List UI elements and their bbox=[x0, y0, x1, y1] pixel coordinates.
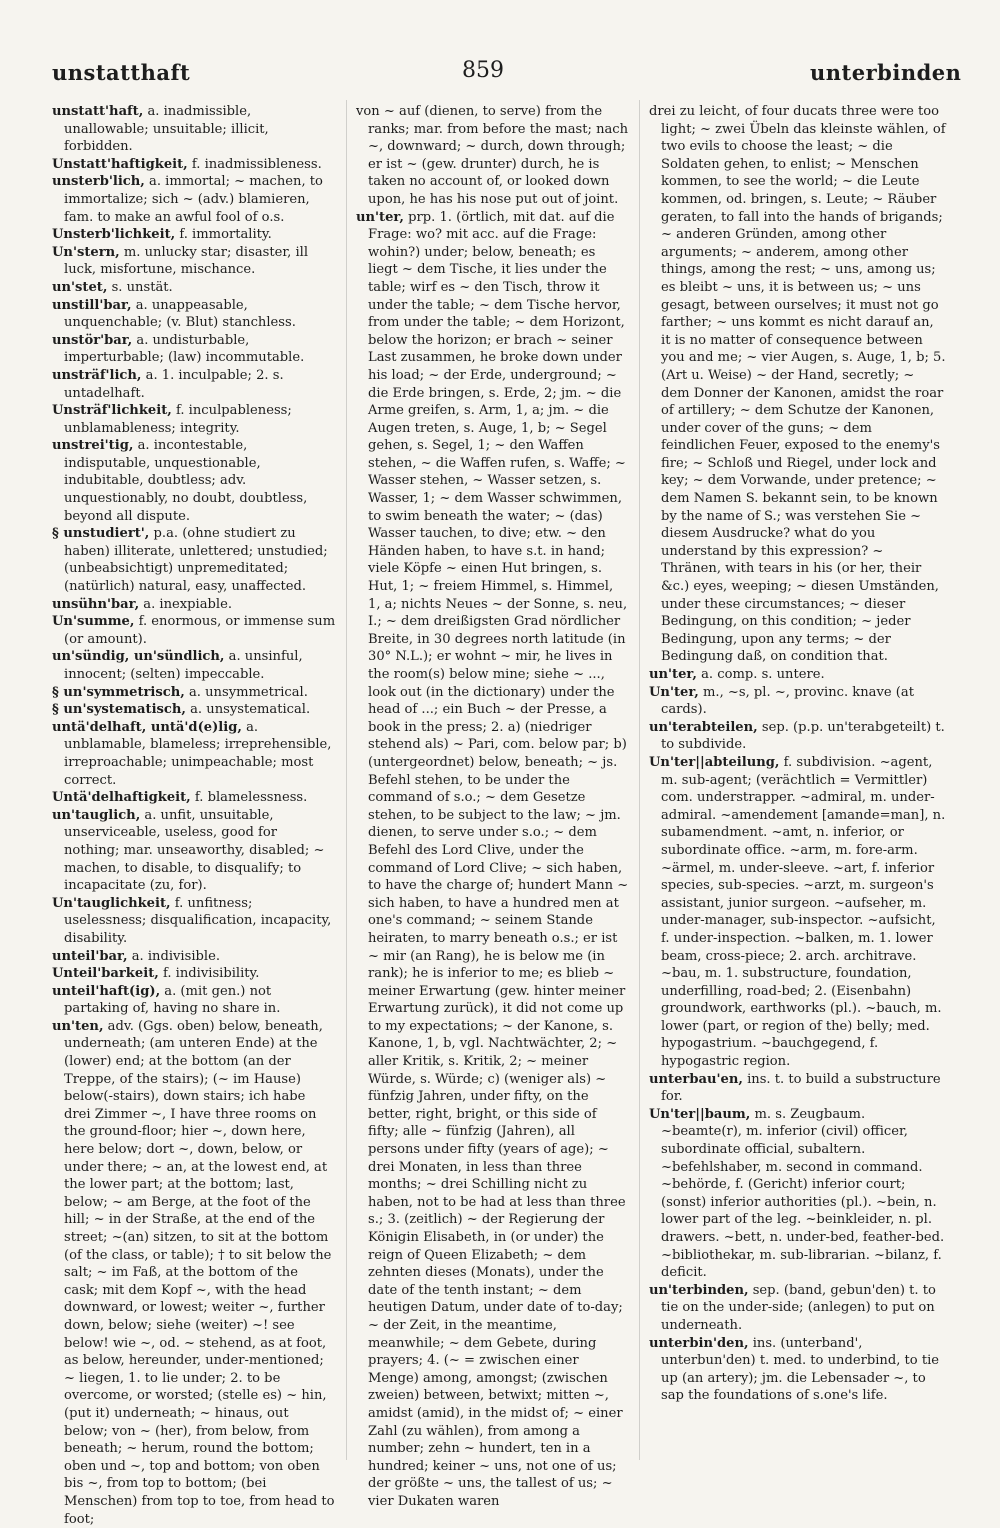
dictionary-entry bbox=[52, 701, 336, 719]
entry-definition: sep. (p.p. un'terabgeteilt) t. to subdivide. bbox=[661, 719, 945, 753]
entry-headword: § un'systematisch, bbox=[52, 702, 186, 718]
dictionary-entry bbox=[52, 402, 336, 437]
entry-definition: drei zu leicht, of four ducats three were too light; ~ zwei Übeln das kleinste wählen, of two evils to choose the least; ~ die Soldaten gehen, to enlist; ~ Menschen kommen, to see the world; ~ die Leute kommen, od. bringen, s. Leute; ~ Räuber geraten, to fall into the hands of brigands; ~ anderen Gründen, among other arguments; ~ anderem, among other things, among the rest; ~ uns, among us; es bleibt ~ uns, it is between us; ~ uns gesagt, between ourselves; it must not go farther; ~ uns kommt es nicht darauf an, it is no matter of consequence between you and me; ~ vier Augen, s. Auge, 1, b; 5. (Art u. Weise) ~ der Hand, secretly; ~ dem Donner der Kanonen, amidst the roar of artillery; ~ dem Schutze der Kanonen, under cover of the guns; ~ dem feindlichen Feuer, exposed to the enemy's fire; ~ Schloß und Riegel, under lock and key; ~ dem Vorwande, under pretence; ~ dem Namen S. bekannt sein, to be known by the name of S.; was verstehen Sie ~ diesem Ausdrucke? what do you understand by this expression? ~ Thränen, with tears in his (or her, their &c.) eyes, weeping; ~ diesen Umständen, under these circumstances; ~ dieser Bedingung, on this condition; ~ jeder Bedingung, upon any terms; ~ der Bedingung daß, on condition that. bbox=[649, 104, 946, 665]
dictionary-entry bbox=[52, 332, 336, 367]
entry-headword: unstör'bar, bbox=[52, 332, 133, 348]
entry-headword: Un'stern, bbox=[52, 244, 120, 260]
entry-headword: Unstatt'haftigkeit, bbox=[52, 156, 188, 172]
dictionary-entry bbox=[52, 103, 336, 156]
entry-definition: f. inadmissibleness. bbox=[187, 156, 322, 172]
dictionary-entry bbox=[52, 807, 336, 895]
dictionary-entry bbox=[356, 103, 629, 209]
entry-headword: Un'ter, bbox=[649, 684, 699, 700]
dictionary-entry bbox=[52, 367, 336, 402]
dictionary-entry bbox=[52, 226, 336, 244]
entry-headword: Un'tauglichkeit, bbox=[52, 895, 171, 911]
entry-definition: prp. 1. (örtlich, mit dat. auf die Frage: wo? mit acc. auf die Frage: wohin?) under; below, beneath; es liegt ~ dem Tische, it lies under the table; wirf es ~ den Tisch, throw it under the table; ~ dem Tische hervor, from under the table; ~ dem Horizont, below the horizon; er brach ~ seiner Last zusammen, he broke down under his load; ~ der Erde, underground; ~ die Erde bringen, s. Erde, 2; jm. ~ die Arme greifen, s. Arm, 1, a; jm. ~ die Augen treten, s. Auge, 1, b; ~ Segel gehen, s. Segel, 1; ~ den Waffen stehen, ~ die Waffen rufen, s. Waffe; ~ Wasser stehen, ~ Wasser setzen, s. Wasser, 1; ~ dem Wasser schwimmen, to swim beneath the water; ~ (das) Wasser tauchen, to dive; etw. ~ den Händen haben, to have s.t. in hand; viele Köpfe ~ einen Hut bringen, s. Hut, 1; ~ freiem Himmel, s. Himmel, 1, a; nichts Neues ~ der Sonne, s. neu, I.; ~ dem dreißigsten Grad nördlicher Breite, in 30 degrees north latitude (in 30° N.L.); er wohnt ~ mir, he lives in the room(s) below mine; siehe ~ ..., look out (in the dictionary) under the head of ...; ein Buch ~ der Presse, a book in the press; 2. a) (niedriger stehend als) ~ Pari, com. below par; b) (untergeordnet) below, beneath; ~ js. Befehl stehen, to be under the command of s.o.; ~ dem Gesetze stehen, to be subject to the law; ~ jm. dienen, to serve under s.o.; ~ dem Befehl des Lord Clive, under the command of Lord Clive; ~ sich haben, to have the charge of; hundert Mann ~ sich haben, to have a hundred men at one's command; ~ seinem Stande heiraten, to marry beneath o.s.; er ist ~ mir (an Rang), he is below me (in rank); he is inferior to me; es blieb ~ meiner Erwartung (gew. hinter meiner Erwartung zurück), it did not come up to my expectations; ~ der Kanone, s. Kanone, 1, b, vgl. Nachtwächter, 2; ~ aller Kritik, s. Kritik, 2; ~ meiner Würde, s. Würde; c) (weniger als) ~ fünfzig Jahren, under fifty, on the better, right, bright, or this side of fifty; alle ~ fünfzig (Jahren), all persons under fifty (years of age); ~ drei Monaten, in less than three months; ~ drei Schilling nicht zu haben, not to be had at less than three s.; 3. (zeitlich) ~ der Regierung der Königin Elisabeth, in (or under) the reign of Queen Elizabeth; ~ dem zehnten dieses (Monats), under the date of the tenth instant; ~ dem heutigen Datum, under date of to-day; ~ der Zeit, in the meantime, meanwhile; ~ dem Gebete, during prayers; 4. (~ = zwischen einer Menge) among, amongst; (zwischen zweien) between, betwixt; mitten ~, amidst (amid), in the midst of; ~ einer Zahl (zu wählen), from among a number; zehn ~ hundert, ten in a hundred; keiner ~ uns, not one of us; der größte ~ uns, the tallest of us; ~ vier Dukaten waren bbox=[368, 209, 629, 1509]
entry-headword: Un'ter||baum, bbox=[649, 1106, 751, 1122]
dictionary-entry bbox=[52, 156, 336, 174]
dictionary-entry bbox=[52, 596, 336, 614]
entry-headword: Un'summe, bbox=[52, 614, 135, 630]
entry-definition: sep. (band, gebun'den) t. to tie on the under-side; (anlegen) to put on underneath. bbox=[661, 1282, 936, 1333]
entry-definition: a. unappeasable, unquenchable; (v. Blut) stanchless. bbox=[64, 297, 296, 331]
entry-headword: un'tauglich, bbox=[52, 807, 141, 823]
entry-definition: a. inexpiable. bbox=[139, 596, 233, 612]
entry-headword: § un'symmetrisch, bbox=[52, 684, 185, 700]
entry-headword: unstill'bar, bbox=[52, 297, 132, 313]
page-header bbox=[0, 0, 1000, 98]
entry-definition: f. immortality. bbox=[175, 227, 272, 243]
entry-definition: adv. (Ggs. oben) below, beneath, underneath; (am unteren Ende) at the (lower) end; at the bottom (an der Treppe, of the stairs); (~ im Hause) below(-stairs), down stairs; ich habe drei Zimmer ~, I have three rooms on the ground-floor; hier ~, down here, here below; dort ~, down, below, or under there; ~ an, at the lowest end, at the lower part; at the bottom; last, below; ~ am Berge, at the foot of the hill; ~ in der Straße, at the end of the street; ~(an) sitzen, to sit at the bottom (of the class, or table); † to sit below the salt; ~ im Faß, at the bottom of the cask; mit dem Kopf ~, with the head downward, or lowest; weiter ~, further down, below; siehe (weiter) ~! see below! wie ~, od. ~ stehend, as at foot, as below, hereunder, under-mentioned; ~ liegen, 1. to lie under; 2. to be overcome, or worsted; (stelle es) ~ hin, (put it) underneath; ~ hinaus, out below; von ~ (her), from below, from beneath; ~ herum, round the bottom; oben und ~, top and bottom; von oben bis ~, from top to bottom; (bei Menschen) from top to toe, from head to foot; bbox=[64, 1018, 335, 1527]
entry-definition: p.a. (ohne studiert zu haben) illiterate, unlettered; unstudied; (unbeabsichtigt) unpremeditated; (natürlich) natural, easy, unaffected. bbox=[64, 526, 328, 595]
dictionary-entry bbox=[52, 437, 336, 525]
entry-definition: a. 1. inculpable; 2. s. untadelhaft. bbox=[64, 367, 284, 401]
dictionary-entry bbox=[52, 965, 336, 983]
dictionary-entry bbox=[52, 684, 336, 702]
dictionary-entry bbox=[649, 1282, 947, 1335]
right-running-headword: unterbinden bbox=[810, 60, 962, 85]
dictionary-entry bbox=[52, 525, 336, 595]
dictionary-entry bbox=[52, 648, 336, 683]
page-number: 859 bbox=[462, 58, 504, 83]
dictionary-column-3 bbox=[649, 103, 947, 1478]
entry-definition: a. unsystematical. bbox=[185, 702, 311, 718]
entry-headword: § unstudiert', bbox=[52, 526, 150, 542]
dictionary-entry bbox=[52, 719, 336, 789]
entry-headword: un'terbinden, bbox=[649, 1282, 749, 1298]
entry-headword: untä'delhaft, untä'd(e)lig, bbox=[52, 719, 242, 735]
dictionary-entry bbox=[52, 297, 336, 332]
entry-definition: a. incontestable, indisputable, unquestionable, indubitable, doubtless; adv. unquestionably, no doubt, doubtless, beyond all dispute. bbox=[64, 438, 308, 524]
entry-definition: f. indivisibility. bbox=[158, 966, 260, 982]
dictionary-entry bbox=[52, 613, 336, 648]
dictionary-entry bbox=[649, 1335, 947, 1405]
dictionary-entry bbox=[649, 666, 947, 684]
dictionary-entry bbox=[649, 103, 947, 666]
dictionary-entry bbox=[52, 244, 336, 279]
entry-definition: a. unfit, unsuitable, unserviceable, useless, good for nothing; mar. unseaworthy, disabled; ~ machen, to disable, to disqualify; to incapacitate (zu, for). bbox=[64, 807, 325, 894]
dictionary-entry bbox=[649, 1071, 947, 1106]
dictionary-entry bbox=[52, 1018, 336, 1528]
dictionary-entry bbox=[52, 789, 336, 807]
entry-definition: f. blamelessness. bbox=[190, 790, 308, 806]
entry-headword: un'stet, bbox=[52, 279, 108, 295]
dictionary-entry bbox=[52, 895, 336, 948]
entry-headword: unsträf'lich, bbox=[52, 367, 142, 383]
dictionary-entry bbox=[52, 948, 336, 966]
entry-headword: unterbin'den, bbox=[649, 1335, 749, 1351]
entry-headword: Unsträf'lichkeit, bbox=[52, 403, 172, 419]
entry-headword: un'ter, bbox=[356, 209, 404, 225]
dictionary-entry bbox=[52, 279, 336, 297]
entry-definition: ins. (unterband', unterbun'den) t. med. to underbind, to tie up (an artery); jm. die Lebensader ~, to sap the foundations of s.one's life. bbox=[661, 1335, 940, 1404]
entry-headword: Unsterb'lichkeit, bbox=[52, 227, 176, 243]
dictionary-column-1 bbox=[52, 103, 336, 1527]
entry-definition: von ~ auf (dienen, to serve) from the ranks; mar. from before the mast; nach ~, downward; ~ durch, down through; er ist ~ (gew. drunter) durch, he is taken no account of, or looked down upon, he has his nose put out of joint. bbox=[356, 104, 629, 207]
entry-headword: unstrei'tig, bbox=[52, 438, 134, 454]
entry-headword: unsühn'bar, bbox=[52, 596, 140, 612]
column-divider bbox=[346, 100, 347, 1460]
dictionary-entry bbox=[649, 684, 947, 719]
dictionary-entry bbox=[52, 173, 336, 226]
entry-headword: un'sündig, un'sündlich, bbox=[52, 649, 225, 665]
entry-definition: a. comp. s. untere. bbox=[696, 667, 825, 682]
dictionary-column-2 bbox=[356, 103, 629, 1509]
entry-headword: un'terabteilen, bbox=[649, 719, 758, 735]
entry-headword: unterbau'en, bbox=[649, 1071, 743, 1087]
entry-headword: unsterb'lich, bbox=[52, 174, 145, 190]
entry-headword: Untä'delhaftigkeit, bbox=[52, 790, 191, 806]
dictionary-entry bbox=[649, 754, 947, 1071]
entry-definition: f. unfitness; uselessness; disqualification, incapacity, disability. bbox=[64, 895, 332, 946]
entry-definition: a. indivisible. bbox=[127, 948, 220, 964]
entry-definition: m. s. Zeugbaum. ~beamte(r), m. inferior (civil) officer, subordinate official, subaltern. ~befehlshaber, m. second in command. ~behörde, f. (Gericht) inferior court; (sonst) inferior authorities (pl.). ~bein, n. lower part of the leg. ~beinkleider, n. pl. drawers. ~bett, n. under-bed, feather-bed. ~bibliothekar, m. sub-librarian. ~bilanz, f. deficit. bbox=[661, 1106, 945, 1281]
entry-definition: a. (mit gen.) not partaking of, having no share in. bbox=[64, 983, 281, 1017]
entry-definition: a. inadmissible, unallowable; unsuitable; illicit, forbidden. bbox=[64, 104, 269, 155]
entry-definition: a. unsymmetrical. bbox=[184, 684, 308, 700]
dictionary-entry bbox=[52, 983, 336, 1018]
dictionary-entry bbox=[649, 719, 947, 754]
entry-definition: a. undisturbable, imperturbable; (law) incommutable. bbox=[64, 332, 305, 366]
entry-headword: un'ter, bbox=[649, 667, 697, 682]
entry-definition: a. immortal; ~ machen, to immortalize; sich ~ (adv.) blamieren, fam. to make an awful fool of o.s. bbox=[64, 174, 323, 225]
entry-definition: a. unblamable, blameless; irreprehensible, irreproachable; unimpeachable; most correct. bbox=[64, 719, 332, 788]
entry-definition: m. unlucky star; disaster, ill luck, misfortune, mischance. bbox=[64, 244, 309, 278]
left-running-headword: unstatthaft bbox=[52, 60, 191, 85]
entry-headword: unteil'haft(ig), bbox=[52, 983, 161, 999]
entry-definition: f. enormous, or immense sum (or amount). bbox=[64, 614, 336, 647]
dictionary-entry bbox=[356, 209, 629, 1511]
entry-headword: Unteil'barkeit, bbox=[52, 966, 159, 982]
entry-definition: f. inculpableness; unblamableness; integrity. bbox=[64, 403, 292, 436]
entry-definition: s. unstät. bbox=[107, 279, 173, 295]
entry-definition: ins. t. to build a substructure for. bbox=[661, 1071, 941, 1105]
entry-headword: unstatt'haft, bbox=[52, 104, 144, 119]
entry-headword: unteil'bar, bbox=[52, 948, 128, 964]
entry-headword: un'ten, bbox=[52, 1018, 104, 1034]
entry-definition: f. subdivision. ~agent, m. sub-agent; (verächtlich = Vermittler) com. understrapper. ~admiral, m. under-admiral. ~amendement [amande=man], n. subamendment. ~amt, n. inferior, or subordinate office. ~arm, m. fore-arm. ~ärmel, m. under-sleeve. ~art, f. inferior species, sub-species. ~arzt, m. surgeon's assistant, junior surgeon. ~aufseher, m. under-manager, sub-inspector. ~aufsicht, f. under-inspection. ~balken, m. 1. lower beam, cross-piece; 2. arch. architrave. ~bau, m. 1. substructure, foundation, underfilling, road-bed; 2. (Eisenbahn) groundwork, earthworks (pl.). ~bauch, m. lower (part, or region of the) belly; med. hypogastrium. ~bauchgegend, f. hypogastric region. bbox=[661, 754, 946, 1070]
entry-definition: m., ~s, pl. ~, provinc. knave (at cards). bbox=[661, 684, 914, 718]
column-divider bbox=[639, 100, 640, 1460]
entry-definition: a. unsinful, innocent; (selten) impeccable. bbox=[64, 649, 303, 682]
entry-headword: Un'ter||abteilung, bbox=[649, 754, 780, 770]
dictionary-entry bbox=[649, 1106, 947, 1282]
